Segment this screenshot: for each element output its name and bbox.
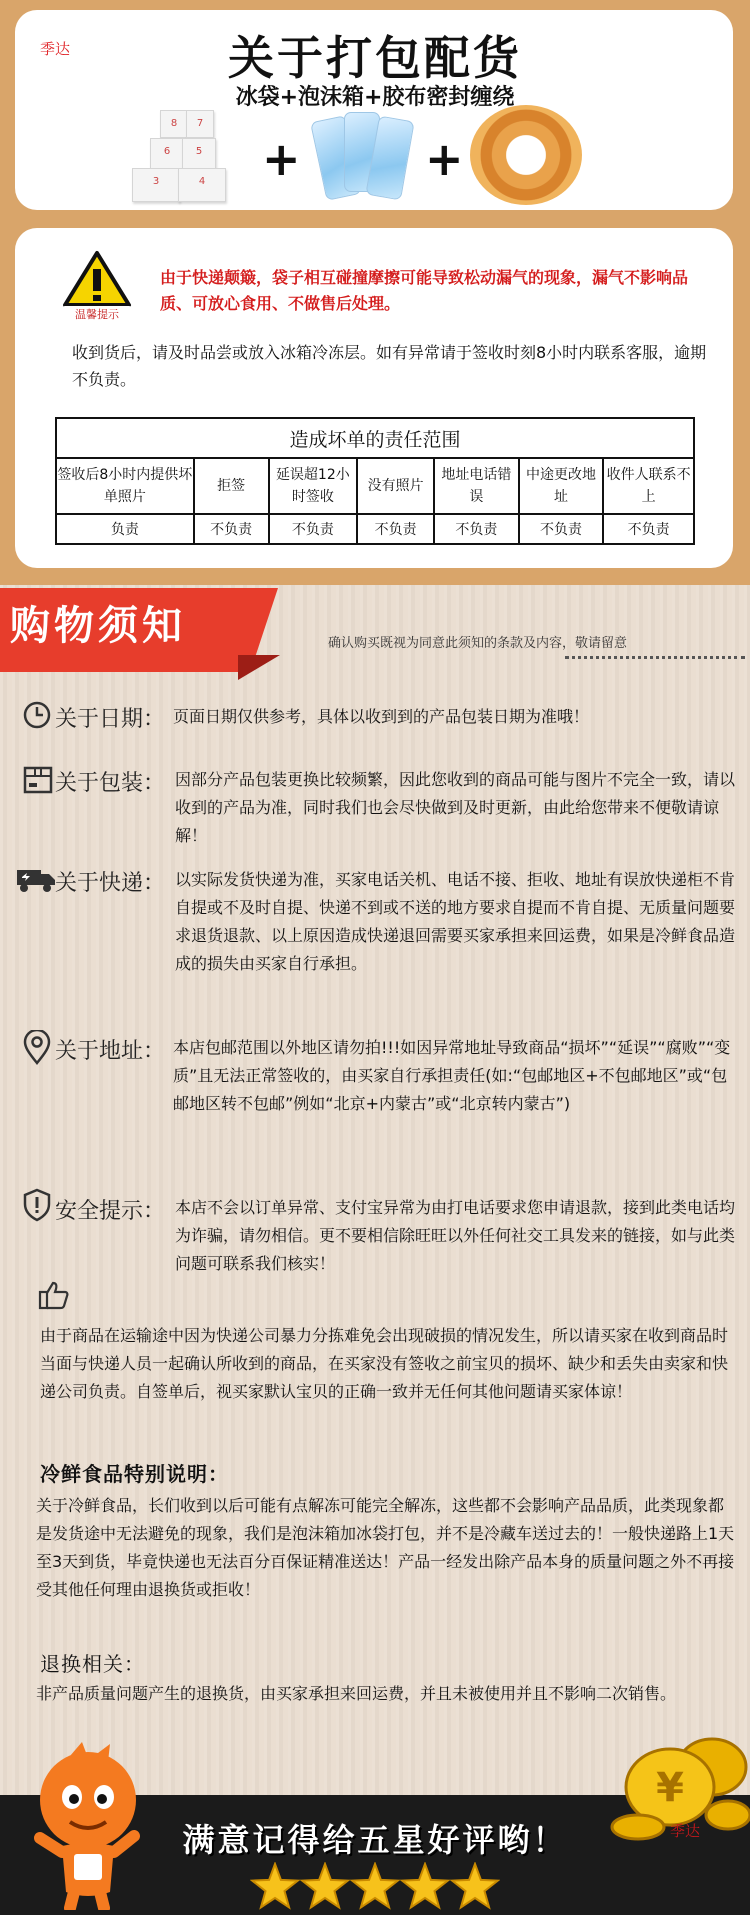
safety-label: 安全提示： (55, 1199, 166, 1224)
safety-text: 本店不会以订单异常、支付宝异常为由打电话要求您申请退款，接到此类电话均为诈骗，请勿相信。更不要相信除旺旺以外任何社交工具发来的链接，如与此类问题可联系我们核实！ (175, 1198, 736, 1273)
five-star-rating (250, 1862, 500, 1914)
warning-text: 由于快递颠簸，袋子相互碰撞摩擦可能导致松动漏气的现象，漏气不影响品质、可放心食用、不做售后处理。 (160, 268, 689, 313)
receive-instructions: 收到货后，请及时品尝或放入冰箱冷冻层。如有异常请于签收时刻8小时内联系客服，逾期不负责。 (72, 343, 707, 389)
table-header-cell: 签收后8小时内提供坏单照片 (56, 458, 194, 514)
frozen-food-text: 关于冷鲜食品，长们收到以后可能有点解冻可能完全解冻，这些都不会影响产品品质，此类现象都是发货途中无法避免的现象，我们是泡沫箱加冰袋打包，并不是冷藏车送过去的！一般快递路上1天至3天到货，毕竟快递也无法百分百保证精准送达！产品一经发出除产品本身的质量问题之外不再接受其他任何理由退换货或拒收！ (36, 1496, 735, 1599)
delivery-truck-icon (16, 867, 56, 893)
inspection-notice: 由于商品在运输途中因为快递公司暴力分拣难免会出现破损的情况发生，所以请买家在收到商品时当面与快递人员一起确认所收到的商品，在买家没有签收之前宝贝的损坏、缺少和丢失由卖家和快递公司负责。自签单后，视买家默认宝贝的正确一致并无任何其他问题请买家体谅！ (40, 1326, 729, 1401)
table-cell: 不负责 (357, 514, 434, 544)
package-icon (22, 765, 54, 795)
frozen-food-title: 冷鲜食品特别说明： (40, 1462, 229, 1486)
delivery-label: 关于快递： (55, 871, 166, 896)
notice-intro: 确认购买既视为同意此须知的条款及内容，敬请留意 (328, 636, 628, 651)
location-pin-icon (22, 1030, 52, 1066)
return-title: 退换相关： (40, 1652, 145, 1676)
table-cell: 不负责 (194, 514, 269, 544)
packaging-text: 因部分产品包装更换比较频繁，因此您收到的商品可能与图片不完全一致，请以收到的产品为准，同时我们也会尽快做到及时更新，由此给您带来不便敬请谅解！ (175, 770, 736, 845)
date-label: 关于日期： (55, 707, 166, 732)
table-header-cell: 没有照片 (357, 458, 434, 514)
warning-badge-label: 温馨提示 (75, 308, 119, 321)
ribbon-fold (238, 655, 280, 680)
notice-title: 购物须知 (10, 603, 186, 649)
date-text: 页面日期仅供参考，具体以收到到的产品包装日期为准哦！ (173, 707, 590, 726)
table-cell: 不负责 (269, 514, 358, 544)
foam-box: 3 (132, 168, 180, 202)
dotted-divider (565, 656, 745, 659)
rating-star-icon (452, 1864, 498, 1907)
table-header-cell: 地址电话错误 (434, 458, 519, 514)
plus-sign: + (425, 132, 464, 186)
foam-box: 8 (160, 110, 188, 138)
return-text: 非产品质量问题产生的退换货，由买家承担来回运费，并且未被使用并且不影响二次销售。 (36, 1684, 677, 1703)
brand-label-top: 季达 (40, 40, 71, 58)
rating-star-icon (252, 1864, 298, 1907)
review-slogan: 满意记得给五星好评哟！ (182, 1821, 568, 1859)
foam-boxes-image (132, 110, 252, 202)
clock-icon (22, 700, 52, 730)
rating-star-icon (352, 1864, 398, 1907)
thumbs-up-icon (38, 1280, 70, 1310)
address-text: 本店包邮范围以外地区请勿拍!!!如因异常地址导致商品“损坏”“延误”“腐败”“变质”且无法正常签收的，由买家自行承担责任(如:“包邮地区+不包邮地区”或“包邮地区转不包邮”例如“北京+内蒙古”或“北京转内蒙古”) (173, 1038, 731, 1113)
table-cell: 负责 (56, 514, 194, 544)
responsibility-table (55, 417, 695, 545)
tape-roll-image (470, 105, 582, 205)
foam-box: 5 (182, 138, 216, 170)
table-header-cell: 中途更改地址 (519, 458, 604, 514)
warning-icon (62, 250, 132, 322)
address-label: 关于地址： (55, 1039, 166, 1064)
ice-bags-image (318, 108, 413, 203)
rating-star-icon (302, 1864, 348, 1907)
table-header-cell: 延误超12小时签收 (269, 458, 358, 514)
packing-title: 关于打包配货 (228, 31, 522, 85)
foam-box: 7 (186, 110, 214, 138)
brand-label-bottom: 季达 (670, 1822, 701, 1840)
foam-box: 4 (178, 168, 226, 202)
shield-alert-icon (22, 1188, 52, 1222)
table-header-cell: 拒签 (194, 458, 269, 514)
table-cell: 不负责 (603, 514, 694, 544)
plus-sign: + (262, 132, 301, 186)
rating-star-icon (402, 1864, 448, 1907)
responsibility-caption: 造成坏单的责任范围 (56, 418, 694, 458)
coin-symbol: ¥ (656, 1765, 684, 1811)
delivery-text: 以实际发货快递为准，买家电话关机、电话不接、拒收、地址有误放快递柜不肯自提或不及时自提、快递不到或不送的地方要求自提而不肯自提、无质量问题要求退货退款、以上原因造成快递退回需要买家承担来回运费，如果是冷鲜食品造成的损失由买家自行承担。 (175, 870, 736, 973)
table-cell: 不负责 (519, 514, 604, 544)
packing-subtitle: 冰袋+泡沫箱+胶布密封缠绕 (235, 85, 515, 110)
table-cell: 不负责 (434, 514, 519, 544)
foam-box: 6 (150, 138, 184, 170)
table-header-cell: 收件人联系不上 (603, 458, 694, 514)
packaging-label: 关于包装： (55, 771, 166, 796)
